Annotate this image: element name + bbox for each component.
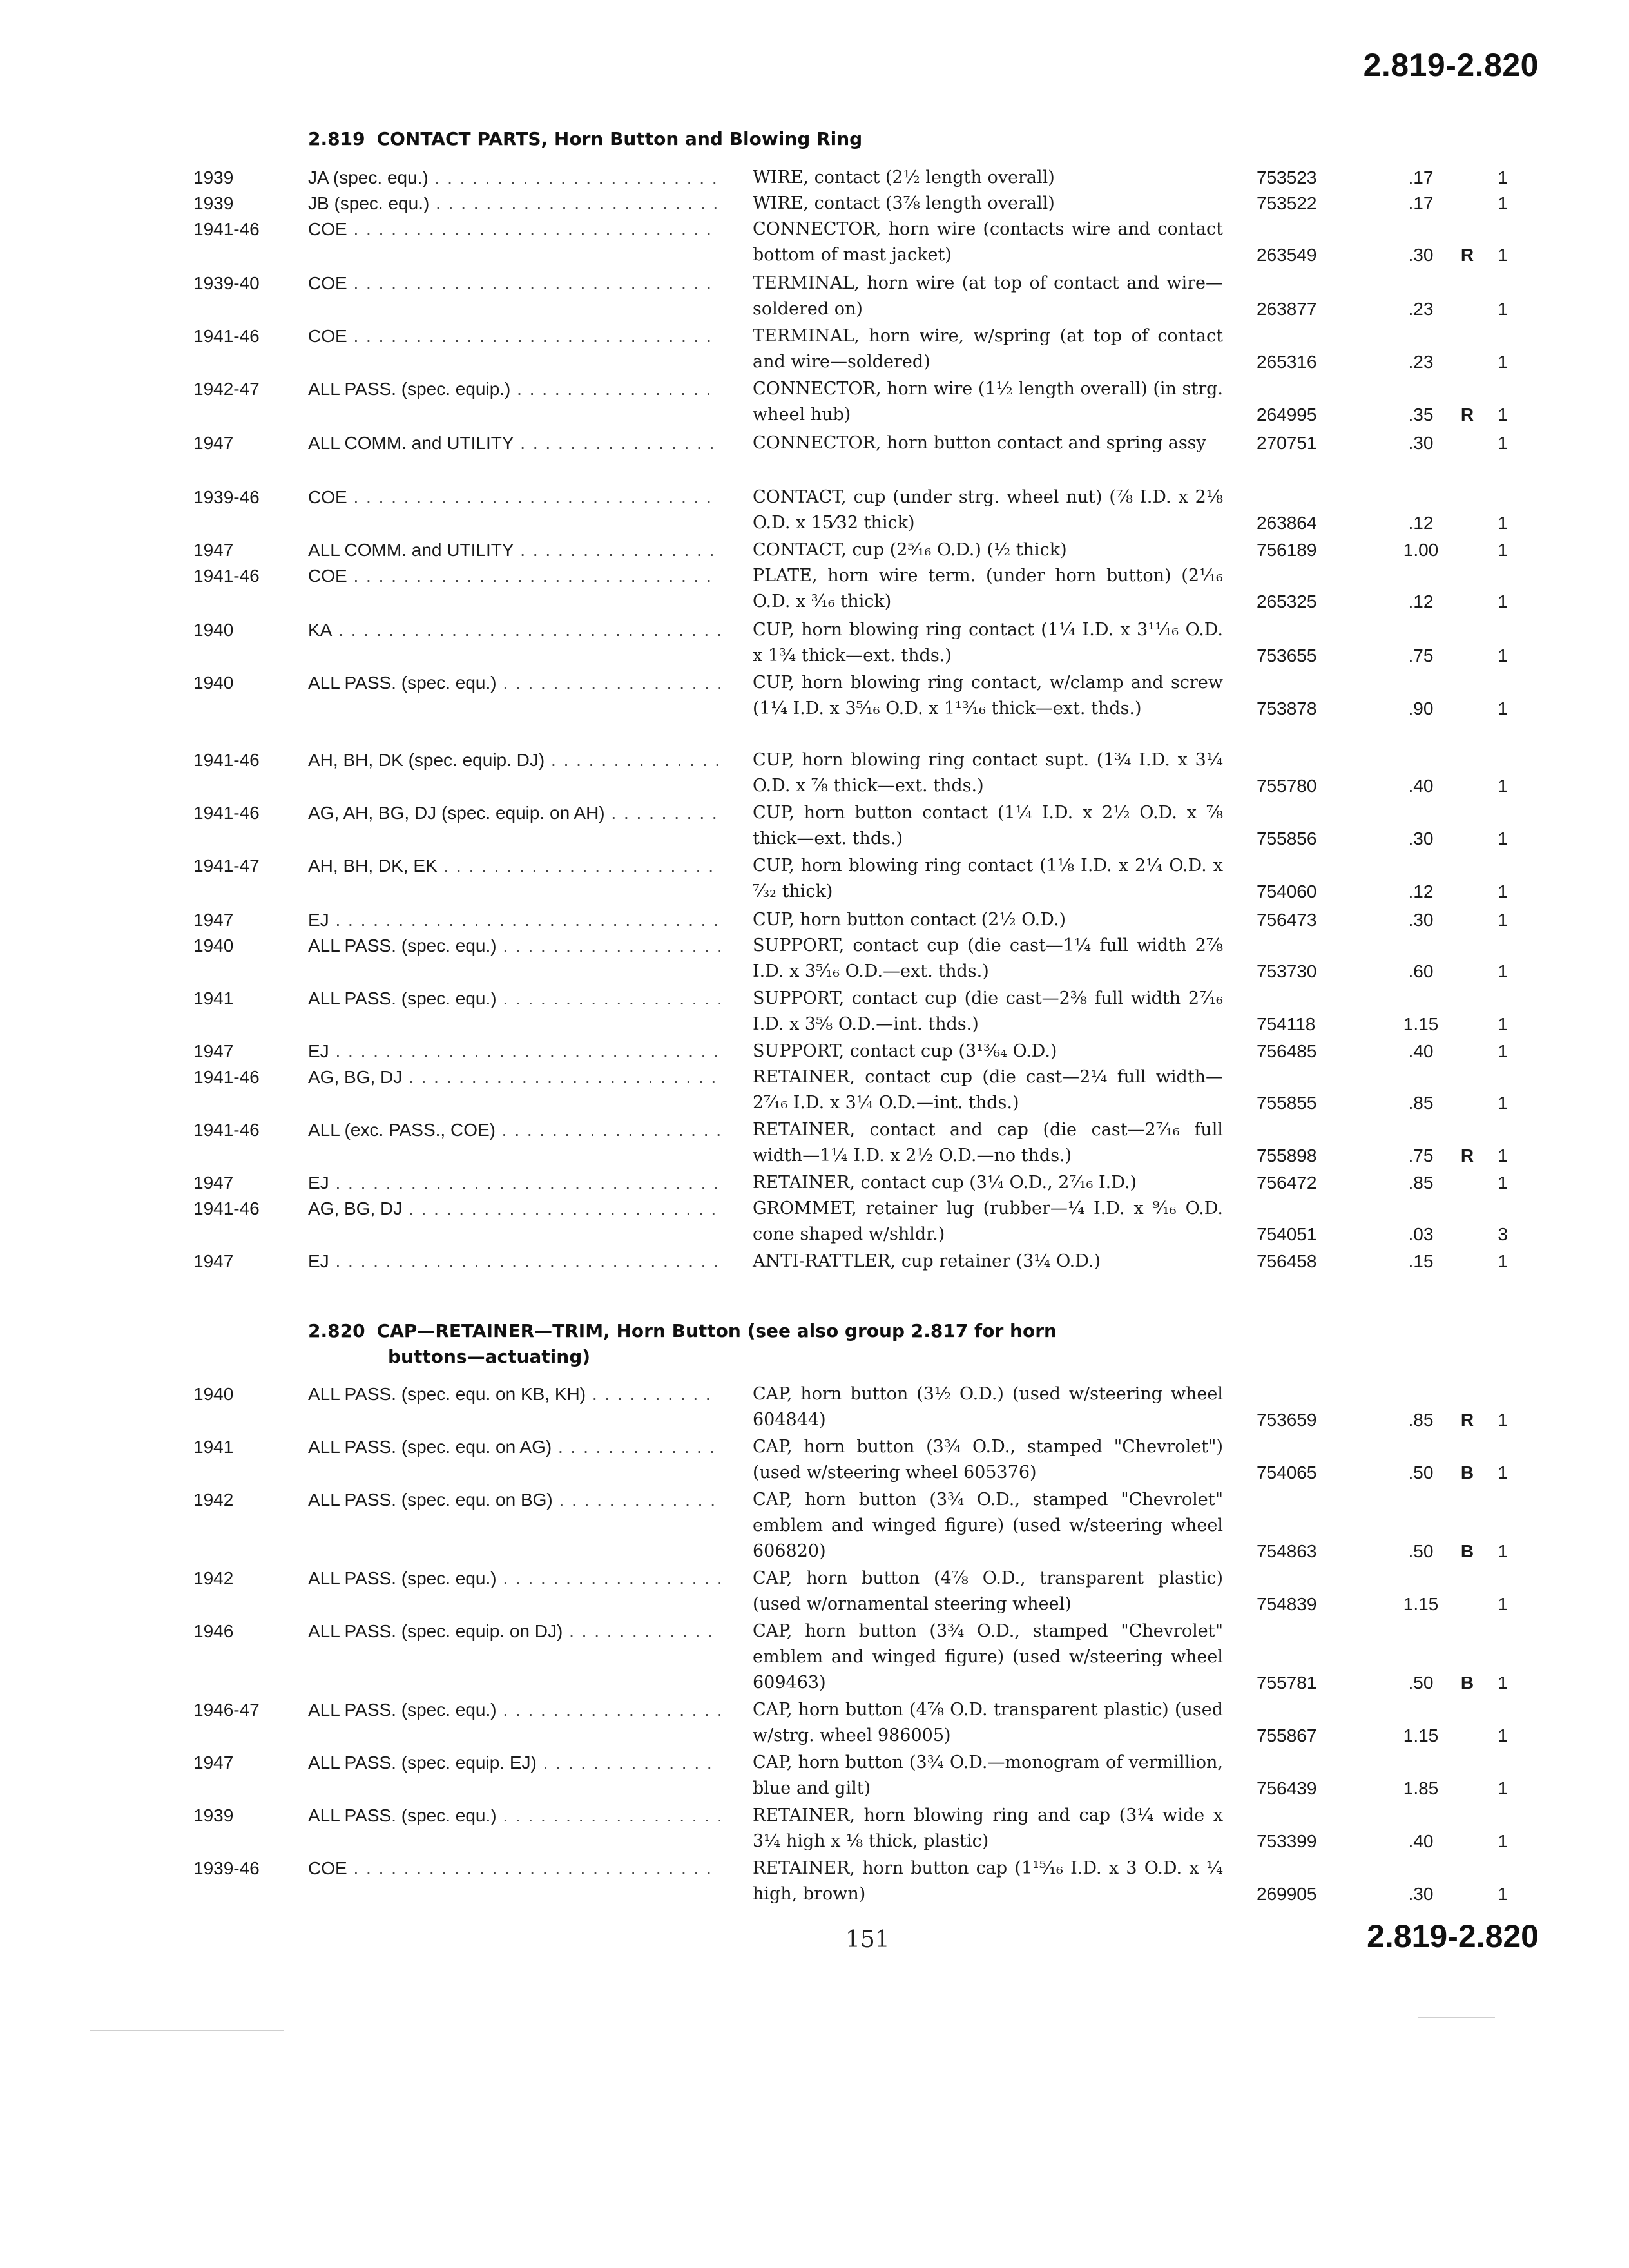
model-cell: ALL PASS. (spec. equ. on BG) . . . bbox=[308, 1487, 720, 1513]
part-number-cell: 754051 bbox=[1257, 1224, 1317, 1244]
model-cell: AH, BH, DK (spec. equip. DJ) . . . bbox=[308, 747, 720, 773]
page-range-header: 2.819-2.820 bbox=[1363, 47, 1539, 83]
part-number-cell: 754060 bbox=[1257, 881, 1317, 901]
description-cell: GROMMET, retainer lug (rubber—¼ I.D. x ⁹⁄₁₆ O.D. cone shaped w/shldr.) bbox=[753, 1198, 1223, 1244]
year-cell: 1939-46 bbox=[193, 1858, 260, 1878]
price-cell: .90 bbox=[1408, 698, 1434, 718]
model-cell: ALL COMM. and UTILITY . . . bbox=[308, 430, 720, 456]
quantity-cell: 1 bbox=[1498, 646, 1508, 666]
part-number-cell: 265325 bbox=[1257, 591, 1317, 611]
part-number-cell: 753659 bbox=[1257, 1410, 1317, 1430]
year-cell: 1940 bbox=[193, 620, 234, 640]
part-number-cell: 755898 bbox=[1257, 1146, 1317, 1166]
model-cell: ALL PASS. (spec. equ. on AG) . . . bbox=[308, 1434, 720, 1460]
year-cell: 1940 bbox=[193, 936, 234, 956]
part-number-cell: 754839 bbox=[1257, 1594, 1317, 1614]
year-cell: 1946-47 bbox=[193, 1700, 260, 1720]
quantity-cell: 1 bbox=[1498, 168, 1508, 187]
price-cell: 1.15 bbox=[1403, 1014, 1439, 1034]
flag-cell: R bbox=[1460, 405, 1474, 425]
year-cell: 1939 bbox=[193, 193, 234, 213]
flag-cell: R bbox=[1460, 1410, 1474, 1430]
description-cell: RETAINER, contact cup (die cast—2¼ full width—2⁷⁄₁₆ I.D. x 3¼ O.D.—int. thds.) bbox=[753, 1067, 1223, 1113]
quantity-cell: 1 bbox=[1498, 1146, 1508, 1166]
price-cell: .75 bbox=[1408, 1146, 1434, 1166]
year-cell: 1939 bbox=[193, 168, 234, 187]
price-cell: .30 bbox=[1408, 1884, 1434, 1904]
model-cell: COE . . . bbox=[308, 563, 720, 589]
price-cell: .17 bbox=[1408, 168, 1434, 187]
year-cell: 1939-40 bbox=[193, 273, 260, 293]
quantity-cell: 1 bbox=[1498, 776, 1508, 796]
quantity-cell: 1 bbox=[1498, 1463, 1508, 1483]
flag-cell: B bbox=[1460, 1463, 1474, 1483]
price-cell: .85 bbox=[1408, 1173, 1434, 1193]
quantity-cell: 1 bbox=[1498, 1831, 1508, 1851]
description-cell: CUP, horn button contact (1¼ I.D. x 2½ O.D. x ⅞ thick—ext. thds.) bbox=[753, 803, 1223, 849]
year-cell: 1947 bbox=[193, 1251, 234, 1271]
model-cell: ALL PASS. (spec. equip.) . . . bbox=[308, 376, 720, 402]
quantity-cell: 1 bbox=[1498, 352, 1508, 372]
year-cell: 1947 bbox=[193, 910, 234, 930]
quantity-cell: 1 bbox=[1498, 881, 1508, 901]
part-number-cell: 756485 bbox=[1257, 1041, 1317, 1061]
quantity-cell: 1 bbox=[1498, 513, 1508, 533]
part-number-cell: 263864 bbox=[1257, 513, 1317, 533]
model-cell: COE . . . bbox=[308, 485, 720, 510]
description-cell: CONNECTOR, horn wire (contacts wire and contact bottom of mast jacket) bbox=[753, 219, 1223, 265]
year-cell: 1941 bbox=[193, 988, 234, 1008]
section-heading: CAP—RETAINER—TRIM, Horn Button (see also group 2.817 for horn bbox=[376, 1320, 1057, 1341]
part-number-cell: 756439 bbox=[1257, 1778, 1317, 1798]
description-cell: RETAINER, horn button cap (1¹⁵⁄₁₆ I.D. x 3 O.D. x ¼ high, brown) bbox=[753, 1858, 1223, 1904]
year-cell: 1941-46 bbox=[193, 566, 260, 586]
price-cell: .30 bbox=[1408, 245, 1434, 265]
description-cell: PLATE, horn wire term. (under horn button) (2¹⁄₁₆ O.D. x ³⁄₁₆ thick) bbox=[753, 566, 1223, 611]
section-title-2819 bbox=[308, 126, 862, 152]
description-cell: CUP, horn blowing ring contact, w/clamp and screw (1¼ I.D. x 3⁵⁄₁₆ O.D. x 1¹³⁄₁₆ thick—ext. thds.) bbox=[753, 673, 1223, 718]
quantity-cell: 1 bbox=[1498, 1173, 1508, 1193]
model-cell: COE . . . bbox=[308, 1856, 720, 1881]
description-cell: CUP, horn button contact (2½ O.D.) bbox=[753, 910, 1066, 930]
description-cell: CONTACT, cup (under strg. wheel nut) (⅞ I.D. x 2⅛ O.D. x 15⁄32 thick) bbox=[753, 487, 1223, 533]
description-cell: CAP, horn button (3¾ O.D., stamped "Chevrolet" emblem and winged figure) (used w/steering wheel 609463) bbox=[753, 1621, 1223, 1693]
part-number-cell: 753523 bbox=[1257, 168, 1317, 187]
year-cell: 1941-46 bbox=[193, 219, 260, 239]
model-cell: EJ . . . bbox=[308, 1170, 720, 1196]
part-number-cell: 264995 bbox=[1257, 405, 1317, 425]
price-cell: 1.15 bbox=[1403, 1594, 1439, 1614]
price-cell: .85 bbox=[1408, 1410, 1434, 1430]
page-number: 151 bbox=[845, 1927, 890, 1953]
year-cell: 1942-47 bbox=[193, 379, 260, 399]
quantity-cell: 1 bbox=[1498, 1041, 1508, 1061]
part-number-cell: 755780 bbox=[1257, 776, 1317, 796]
price-cell: .12 bbox=[1408, 591, 1434, 611]
part-number-cell: 753522 bbox=[1257, 193, 1317, 213]
model-cell: AH, BH, DK, EK . . . bbox=[308, 853, 720, 879]
part-number-cell: 755855 bbox=[1257, 1093, 1317, 1113]
year-cell: 1940 bbox=[193, 673, 234, 693]
quantity-cell: 1 bbox=[1498, 1541, 1508, 1561]
description-cell: CUP, horn blowing ring contact (1⅛ I.D. x 2¼ O.D. x ⁷⁄₃₂ thick) bbox=[753, 856, 1223, 901]
price-cell: .40 bbox=[1408, 776, 1434, 796]
quantity-cell: 3 bbox=[1498, 1224, 1508, 1244]
description-cell: CUP, horn blowing ring contact supt. (1¾ I.D. x 3¼ O.D. x ⅞ thick—ext. thds.) bbox=[753, 750, 1223, 796]
year-cell: 1941-46 bbox=[193, 326, 260, 346]
model-cell: ALL PASS. (spec. equ.) . . . bbox=[308, 986, 720, 1012]
part-number-cell: 755867 bbox=[1257, 1725, 1317, 1745]
description-cell: CONNECTOR, horn button contact and spring assy bbox=[753, 433, 1206, 453]
price-cell: .30 bbox=[1408, 433, 1434, 453]
year-cell: 1941-46 bbox=[193, 1067, 260, 1087]
price-cell: 1.15 bbox=[1403, 1725, 1439, 1745]
price-cell: .40 bbox=[1408, 1831, 1434, 1851]
model-cell: AG, AH, BG, DJ (spec. equip. on AH) . . . bbox=[308, 800, 720, 826]
price-cell: .12 bbox=[1408, 881, 1434, 901]
price-cell: .12 bbox=[1408, 513, 1434, 533]
description-cell: TERMINAL, horn wire (at top of contact and wire—soldered on) bbox=[753, 273, 1223, 319]
year-cell: 1939-46 bbox=[193, 487, 260, 507]
model-cell: ALL PASS. (spec. equ. on KB, KH) . . . bbox=[308, 1381, 720, 1407]
model-cell: AG, BG, DJ . . . bbox=[308, 1064, 720, 1090]
description-cell: RETAINER, contact and cap (die cast—2⁷⁄₁₆ full width—1¼ I.D. x 2½ O.D.—no thds.) bbox=[753, 1120, 1223, 1166]
year-cell: 1941-47 bbox=[193, 856, 260, 876]
model-cell: EJ . . . bbox=[308, 1249, 720, 1274]
quantity-cell: 1 bbox=[1498, 1251, 1508, 1271]
quantity-cell: 1 bbox=[1498, 405, 1508, 425]
description-cell: CAP, horn button (3¾ O.D.—monogram of vermillion, blue and gilt) bbox=[753, 1753, 1223, 1798]
quantity-cell: 1 bbox=[1498, 1673, 1508, 1693]
part-number-cell: 753878 bbox=[1257, 698, 1317, 718]
price-cell: .50 bbox=[1408, 1541, 1434, 1561]
model-cell: EJ . . . bbox=[308, 907, 720, 933]
quantity-cell: 1 bbox=[1498, 1093, 1508, 1113]
price-cell: .23 bbox=[1408, 299, 1434, 319]
description-cell: TERMINAL, horn wire, w/spring (at top of contact and wire—soldered) bbox=[753, 326, 1223, 372]
quantity-cell: 1 bbox=[1498, 698, 1508, 718]
year-cell: 1941-46 bbox=[193, 1120, 260, 1140]
quantity-cell: 1 bbox=[1498, 1725, 1508, 1745]
part-number-cell: 753730 bbox=[1257, 961, 1317, 981]
description-cell: CUP, horn blowing ring contact (1¼ I.D. x 3¹¹⁄₁₆ O.D. x 1¾ thick—ext. thds.) bbox=[753, 620, 1223, 666]
year-cell: 1947 bbox=[193, 1041, 234, 1061]
model-cell: ALL (exc. PASS., COE) . . . bbox=[308, 1117, 720, 1143]
description-cell: WIRE, contact (2½ length overall) bbox=[753, 168, 1055, 187]
year-cell: 1942 bbox=[193, 1490, 234, 1510]
price-cell: 1.85 bbox=[1403, 1778, 1439, 1798]
price-cell: .30 bbox=[1408, 829, 1434, 849]
model-cell: ALL PASS. (spec. equip. EJ) . . . bbox=[308, 1750, 720, 1776]
description-cell: CAP, horn button (4⅞ O.D., transparent plastic) (used w/ornamental steering wheel) bbox=[753, 1568, 1223, 1614]
model-cell: JB (spec. equ.) . . . bbox=[308, 191, 720, 216]
description-cell: WIRE, contact (3⅞ length overall) bbox=[753, 193, 1055, 213]
section-heading-cont: buttons—actuating) bbox=[388, 1346, 591, 1367]
description-cell: ANTI-RATTLER, cup retainer (3¼ O.D.) bbox=[753, 1251, 1101, 1271]
flag-cell: R bbox=[1460, 245, 1474, 265]
model-cell: ALL PASS. (spec. equ.) . . . bbox=[308, 670, 720, 696]
description-cell: RETAINER, horn blowing ring and cap (3¼ wide x 3¼ high x ⅛ thick, plastic) bbox=[753, 1805, 1223, 1851]
model-cell: COE . . . bbox=[308, 323, 720, 349]
flag-cell: B bbox=[1460, 1541, 1474, 1561]
price-cell: .85 bbox=[1408, 1093, 1434, 1113]
price-cell: .60 bbox=[1408, 961, 1434, 981]
part-number-cell: 269905 bbox=[1257, 1884, 1317, 1904]
model-cell: KA . . . bbox=[308, 617, 720, 643]
part-number-cell: 756189 bbox=[1257, 540, 1317, 560]
scan-mark bbox=[90, 2030, 284, 2031]
model-cell: ALL PASS. (spec. equ.) . . . bbox=[308, 933, 720, 959]
model-cell: AG, BG, DJ . . . bbox=[308, 1196, 720, 1222]
part-number-cell: 753399 bbox=[1257, 1831, 1317, 1851]
model-cell: ALL PASS. (spec. equ.) . . . bbox=[308, 1697, 720, 1723]
quantity-cell: 1 bbox=[1498, 193, 1508, 213]
year-cell: 1946 bbox=[193, 1621, 234, 1641]
price-cell: .30 bbox=[1408, 910, 1434, 930]
quantity-cell: 1 bbox=[1498, 1778, 1508, 1798]
year-cell: 1941-46 bbox=[193, 750, 260, 770]
year-cell: 1941-46 bbox=[193, 803, 260, 823]
year-cell: 1947 bbox=[193, 540, 234, 560]
year-cell: 1941-46 bbox=[193, 1198, 260, 1218]
year-cell: 1942 bbox=[193, 1568, 234, 1588]
part-number-cell: 263877 bbox=[1257, 299, 1317, 319]
quantity-cell: 1 bbox=[1498, 540, 1508, 560]
section-number: 2.819 bbox=[308, 128, 365, 149]
quantity-cell: 1 bbox=[1498, 1594, 1508, 1614]
scan-mark bbox=[1418, 2017, 1495, 2018]
part-number-cell: 756472 bbox=[1257, 1173, 1317, 1193]
year-cell: 1947 bbox=[193, 1753, 234, 1773]
description-cell: CONNECTOR, horn wire (1½ length overall) (in strg. wheel hub) bbox=[753, 379, 1223, 425]
description-cell: CAP, horn button (4⅞ O.D. transparent plastic) (used w/strg. wheel 986005) bbox=[753, 1700, 1223, 1745]
part-number-cell: 755781 bbox=[1257, 1673, 1317, 1693]
part-number-cell: 754065 bbox=[1257, 1463, 1317, 1483]
price-cell: .17 bbox=[1408, 193, 1434, 213]
quantity-cell: 1 bbox=[1498, 829, 1508, 849]
flag-cell: B bbox=[1460, 1673, 1474, 1693]
section-heading: CONTACT PARTS, Horn Button and Blowing Ring bbox=[376, 128, 863, 149]
part-number-cell: 753655 bbox=[1257, 646, 1317, 666]
description-cell: SUPPORT, contact cup (3¹³⁄₆₄ O.D.) bbox=[753, 1041, 1057, 1061]
price-cell: .03 bbox=[1408, 1224, 1434, 1244]
part-number-cell: 755856 bbox=[1257, 829, 1317, 849]
model-cell: EJ . . . bbox=[308, 1039, 720, 1064]
part-number-cell: 270751 bbox=[1257, 433, 1317, 453]
section-title-2820 bbox=[308, 1318, 1057, 1370]
price-cell: .23 bbox=[1408, 352, 1434, 372]
price-cell: .35 bbox=[1408, 405, 1434, 425]
part-number-cell: 754863 bbox=[1257, 1541, 1317, 1561]
description-cell: RETAINER, contact cup (3¼ O.D., 2⁷⁄₁₆ I.D.) bbox=[753, 1173, 1137, 1193]
part-number-cell: 756473 bbox=[1257, 910, 1317, 930]
quantity-cell: 1 bbox=[1498, 299, 1508, 319]
flag-cell: R bbox=[1460, 1146, 1474, 1166]
year-cell: 1941 bbox=[193, 1437, 234, 1457]
quantity-cell: 1 bbox=[1498, 961, 1508, 981]
quantity-cell: 1 bbox=[1498, 433, 1508, 453]
price-cell: .50 bbox=[1408, 1463, 1434, 1483]
section-number: 2.820 bbox=[308, 1320, 365, 1341]
model-cell: COE . . . bbox=[308, 216, 720, 242]
model-cell: COE . . . bbox=[308, 271, 720, 296]
description-cell: CAP, horn button (3½ O.D.) (used w/steering wheel 604844) bbox=[753, 1384, 1223, 1430]
price-cell: 1.00 bbox=[1403, 540, 1439, 560]
description-cell: CAP, horn button (3¾ O.D., stamped "Chevrolet") (used w/steering wheel 605376) bbox=[753, 1437, 1223, 1483]
price-cell: .15 bbox=[1408, 1251, 1434, 1271]
year-cell: 1947 bbox=[193, 433, 234, 453]
quantity-cell: 1 bbox=[1498, 245, 1508, 265]
model-cell: ALL PASS. (spec. equ.) . . . bbox=[308, 1803, 720, 1829]
model-cell: ALL PASS. (spec. equip. on DJ) . . . bbox=[308, 1619, 720, 1644]
price-cell: .75 bbox=[1408, 646, 1434, 666]
price-cell: .40 bbox=[1408, 1041, 1434, 1061]
part-number-cell: 756458 bbox=[1257, 1251, 1317, 1271]
description-cell: CAP, horn button (3¾ O.D., stamped "Chevrolet" emblem and winged figure) (used w/steering wheel 606820) bbox=[753, 1490, 1223, 1561]
description-cell: CONTACT, cup (2⁵⁄₁₆ O.D.) (½ thick) bbox=[753, 540, 1067, 560]
part-number-cell: 265316 bbox=[1257, 352, 1317, 372]
quantity-cell: 1 bbox=[1498, 910, 1508, 930]
model-cell: ALL PASS. (spec. equ.) . . . bbox=[308, 1566, 720, 1591]
model-cell: JA (spec. equ.) . . . bbox=[308, 165, 720, 191]
description-cell: SUPPORT, contact cup (die cast—2⅜ full width 2⁷⁄₁₆ I.D. x 3⁵⁄₈ O.D.—int. thds.) bbox=[753, 988, 1223, 1034]
description-cell: SUPPORT, contact cup (die cast—1¼ full width 2⅞ I.D. x 3⁵⁄₁₆ O.D.—ext. thds.) bbox=[753, 936, 1223, 981]
quantity-cell: 1 bbox=[1498, 1014, 1508, 1034]
part-number-cell: 263549 bbox=[1257, 245, 1317, 265]
year-cell: 1947 bbox=[193, 1173, 234, 1193]
model-cell: ALL COMM. and UTILITY . . . bbox=[308, 537, 720, 563]
year-cell: 1940 bbox=[193, 1384, 234, 1404]
year-cell: 1939 bbox=[193, 1805, 234, 1825]
part-number-cell: 754118 bbox=[1257, 1014, 1316, 1034]
quantity-cell: 1 bbox=[1498, 1410, 1508, 1430]
price-cell: .50 bbox=[1408, 1673, 1434, 1693]
page-range-footer: 2.819-2.820 bbox=[1367, 1918, 1539, 1954]
quantity-cell: 1 bbox=[1498, 591, 1508, 611]
quantity-cell: 1 bbox=[1498, 1884, 1508, 1904]
